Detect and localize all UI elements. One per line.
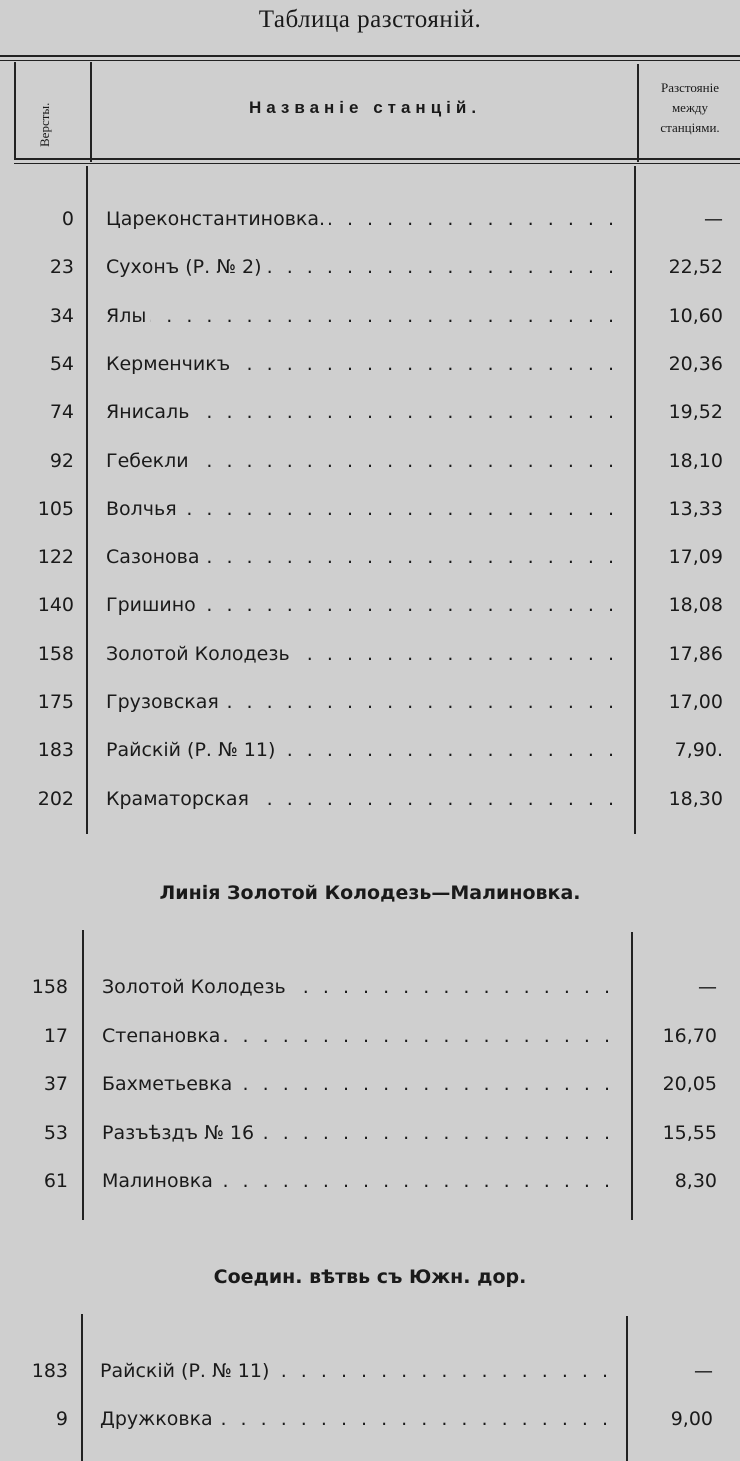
station-name: Янисаль — [106, 401, 193, 423]
table-row — [0, 399, 740, 429]
distance-cell: 20,05 — [662, 1073, 717, 1095]
verst-cell: 175 — [37, 691, 74, 713]
station-cell — [102, 976, 624, 998]
table-row — [0, 1023, 740, 1053]
table-row — [0, 1406, 740, 1436]
section3-title: Соедин. вѣтвь съ Южн. дор. — [213, 1266, 527, 1288]
station-cell — [106, 208, 626, 230]
distance-cell: 17,86 — [668, 642, 723, 665]
section2-title: Линія Золотой Колодезь—Малиновка. — [159, 882, 581, 904]
table-row — [0, 496, 740, 526]
verst-cell: 74 — [49, 401, 74, 424]
table-row — [0, 689, 740, 719]
table-row — [0, 592, 740, 622]
verst-cell: 9 — [55, 1408, 68, 1430]
table-row — [0, 206, 740, 236]
header-distance-line3: станціями. — [660, 120, 720, 135]
station-cell — [106, 450, 626, 472]
station-name: Сазонова — [106, 546, 204, 568]
table-border-left — [14, 62, 16, 160]
distance-cell: 9,00 — [670, 1408, 713, 1430]
header-distance-line2: между — [671, 100, 709, 115]
table-row — [0, 786, 740, 816]
verst-cell: 183 — [37, 739, 74, 762]
station-cell — [102, 1073, 624, 1095]
table-row — [0, 1168, 740, 1198]
station-name: Степановка — [102, 1025, 224, 1047]
station-name: Грузовская — [106, 691, 223, 713]
station-cell — [106, 739, 626, 761]
distance-cell: 10,60 — [668, 304, 723, 327]
distance-cell: 17,00 — [668, 691, 723, 713]
station-name: Малиновка — [102, 1170, 217, 1192]
distance-cell: 18,10 — [668, 449, 723, 472]
table-row — [0, 1071, 740, 1101]
distance-cell: — — [694, 1360, 713, 1382]
station-name: Дружковка — [100, 1408, 217, 1430]
station-cell — [106, 353, 626, 375]
section3-divider-2 — [626, 1316, 628, 1461]
distance-cell: 8,30 — [674, 1170, 717, 1192]
station-cell — [100, 1360, 620, 1382]
distance-cell: 7,90. — [674, 739, 723, 762]
verst-cell: 0 — [61, 208, 74, 230]
station-name: Сухонъ (Р. № 2) — [106, 256, 266, 278]
distance-cell: 19,52 — [668, 401, 723, 424]
station-cell — [106, 643, 626, 665]
verst-cell: 183 — [31, 1360, 68, 1382]
distance-cell: — — [704, 208, 723, 230]
distance-cell: — — [698, 976, 717, 998]
table-row — [0, 351, 740, 381]
header-distance-line1: Разстояніе — [661, 80, 719, 95]
station-cell — [106, 256, 626, 278]
title-rule — [0, 55, 740, 57]
station-name: Керменчикъ — [106, 353, 234, 375]
table-row — [0, 737, 740, 767]
station-cell — [100, 1408, 620, 1430]
station-cell — [102, 1170, 624, 1192]
verst-cell: 61 — [43, 1170, 68, 1192]
station-cell — [106, 546, 626, 568]
header-bottom-rule-2 — [14, 163, 740, 164]
station-name: Бахметьевка — [102, 1073, 236, 1095]
station-cell — [106, 594, 626, 616]
distance-cell: 18,30 — [668, 787, 723, 810]
header-distance — [640, 78, 740, 138]
station-cell — [106, 401, 626, 423]
table-row — [0, 448, 740, 478]
verst-cell: 17 — [43, 1024, 68, 1047]
page-title: Таблица разстояній. — [258, 6, 482, 33]
verst-cell: 53 — [43, 1121, 68, 1144]
station-name: Гебекли — [106, 450, 193, 472]
header-bottom-rule — [14, 158, 740, 160]
station-name: Волчья — [106, 498, 181, 520]
table-row — [0, 254, 740, 284]
table-row — [0, 303, 740, 333]
verst-cell: 158 — [37, 642, 74, 665]
station-name: Райскій (Р. № 11) — [100, 1360, 273, 1382]
verst-cell: 202 — [37, 787, 74, 810]
station-cell — [106, 305, 626, 327]
verst-cell: 37 — [43, 1073, 68, 1095]
distance-cell: 20,36 — [668, 352, 723, 375]
table-row — [0, 641, 740, 671]
station-name: Золотой Колодезь — [106, 643, 294, 665]
table-row — [0, 544, 740, 574]
station-cell — [102, 1122, 624, 1144]
station-name: Райскій (Р. № 11) — [106, 739, 279, 761]
verst-cell: 105 — [37, 497, 74, 520]
station-name: Ялы — [106, 305, 150, 327]
station-name: Золотой Колодезь — [102, 976, 290, 998]
distance-cell: 16,70 — [662, 1024, 717, 1047]
station-name: Цареконстантиновка. — [106, 208, 329, 230]
distance-cell: 22,52 — [668, 256, 723, 279]
table-row — [0, 1358, 740, 1388]
station-name: Краматорская — [106, 788, 253, 810]
verst-cell: 122 — [37, 546, 74, 569]
station-cell — [106, 788, 626, 810]
verst-cell: 23 — [49, 256, 74, 279]
verst-cell: 92 — [49, 449, 74, 472]
verst-cell: 34 — [49, 304, 74, 327]
distance-cell: 18,08 — [668, 594, 723, 617]
verst-cell: 158 — [31, 976, 68, 998]
station-name: Разъѣздъ № 16 — [102, 1122, 258, 1144]
distance-cell: 17,09 — [668, 546, 723, 569]
table-row — [0, 1120, 740, 1150]
station-cell — [102, 1025, 624, 1047]
header-station-name: Названіе станцій. — [248, 98, 482, 117]
distance-cell: 15,55 — [662, 1121, 717, 1144]
station-cell — [106, 691, 626, 713]
station-cell — [106, 498, 626, 520]
header-verst: Версты. — [37, 102, 52, 148]
table-row — [0, 974, 740, 1004]
distance-cell: 13,33 — [668, 497, 723, 520]
verst-cell: 140 — [37, 594, 74, 617]
station-name: Гришино — [106, 594, 200, 616]
title-rule-2 — [0, 60, 740, 61]
verst-cell: 54 — [49, 352, 74, 375]
